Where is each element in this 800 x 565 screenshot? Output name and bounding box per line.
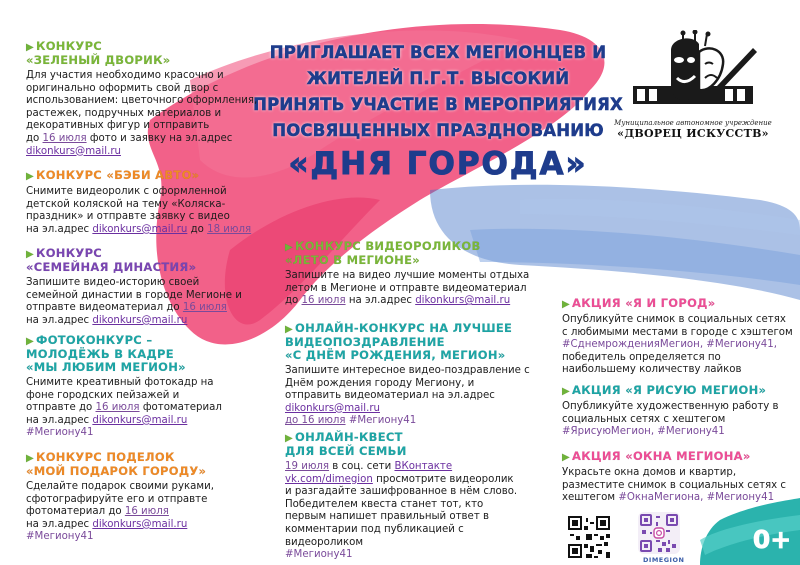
online-contest-text: Запишите интересное видео-поздравление с Днём рождения городу Мегиону, и отправить видеоматериал на эл.адрес dikonkurs@mail.ru до 16 июля #Мегиону41: [285, 365, 530, 427]
deadline-date: 18 июля: [207, 223, 252, 235]
deadline-date: до 16 июля: [285, 415, 346, 427]
vk-link[interactable]: ВКонтакте vk.com/dimegion: [285, 461, 453, 485]
deadline-date: 16 июля: [182, 302, 227, 314]
theatre-masks-icon: [613, 30, 773, 118]
action-i-draw-title: ▶ АКЦИЯ «Я РИСУЮ МЕГИОН»: [562, 383, 767, 397]
palace-of-arts-logo: [613, 30, 773, 142]
action-i-draw-text: Опубликуйте художественную работу в социальных сетях с хештегом #ЯрисуюМегион, #Мегиону41: [562, 401, 779, 438]
deadline-date: 16 июля: [42, 132, 87, 144]
email-link[interactable]: dikonkurs@mail.ru: [92, 414, 188, 426]
arrow-right-icon: ▶: [26, 249, 34, 260]
contest-summer-in-megion: [285, 240, 530, 308]
arrow-right-icon: ▶: [562, 452, 570, 463]
online-quest-text: 19 июля в соц. сети ВКонтакте vk.com/dimegion просмотрите видеоролик и разгадайте зашифрованное в нём слово. Победителем квеста станет тот, кто первым напишет правильный ответ в комментарии под публикацией с видеороликом #Мегиону41: [285, 461, 518, 561]
photo-contest-we-love-megion: [26, 334, 226, 440]
qr-code-vk[interactable]: [566, 514, 612, 560]
online-quest-for-family: [285, 431, 520, 562]
contest-family-dynasty-title: ▶ КОНКУРС «СЕМЕЙНАЯ ДИНАСТИЯ»: [26, 246, 197, 274]
contest-family-dynasty-text: Запишите видео-историю своей семейной династии в городе Мегионе и отправте видеоматериал до 16 июля на эл.адрес dikonkurs@mail.ru: [26, 277, 242, 326]
contest-gift-to-city: [26, 451, 236, 544]
arrow-right-icon: ▶: [562, 386, 570, 397]
arrow-right-icon: ▶: [562, 299, 570, 310]
deadline-date: 16 июля: [301, 295, 346, 307]
event-header: [238, 40, 638, 183]
photo-contest-title: ▶ ФОТОКОНКУРС – МОЛОДЁЖЬ В КАДРЕ «МЫ ЛЮБИМ МЕГИОН»: [26, 333, 186, 374]
email-link[interactable]: dikonkurs@mail.ru: [285, 402, 380, 414]
logo-caption-big: «ДВОРЕЦ ИСКУССТВ»: [617, 127, 769, 140]
online-contest-title: ▶ ОНЛАЙН-КОНКУРС НА ЛУЧШЕЕ ВИДЕОПОЗДРАВЛЕНИЕ «С ДНЁМ РОЖДЕНИЯ, МЕГИОН»: [285, 321, 513, 362]
arrow-right-icon: ▶: [285, 242, 293, 253]
hashtag: #ОкнаМегиона, #Мегиону41: [618, 492, 775, 504]
hashtag: #СднемрожденияМегион, #Мегиону41,: [562, 339, 777, 351]
contest-gift-text: Сделайте подарок своими руками, сфотографируйте его и отправте фотоматериал до 16 июля на эл.адрес dikonkurs@mail.ru #Мегиону41: [26, 481, 214, 543]
deadline-date: 16 июля: [95, 402, 140, 414]
contest-green-yard: [26, 40, 258, 158]
email-link[interactable]: dikonkurs@mail.ru: [415, 295, 511, 307]
email-link[interactable]: dikonkurs@mail.ru: [26, 145, 121, 157]
online-contest-birthday-greeting: [285, 322, 533, 428]
header-line-3: ПРИНЯТЬ УЧАСТИЕ В МЕРОПРИЯТИЯХ: [253, 95, 623, 114]
quest-date: 19 июля: [285, 461, 330, 472]
arrow-right-icon: ▶: [285, 433, 293, 444]
arrow-right-icon: ▶: [285, 324, 293, 335]
hashtag: #Мегиону41: [285, 549, 353, 561]
arrow-right-icon: ▶: [26, 171, 34, 182]
header-title: «ДНЯ ГОРОДА»: [288, 146, 588, 182]
deadline-date: 16 июля: [124, 506, 169, 518]
contest-summer-text: Запишите на видео лучшие моменты отдыха летом в Мегионе и отправте видеоматериал до 16 июля на эл.адрес dikonkurs@mail.ru: [285, 270, 530, 307]
online-quest-title: ▶ ОНЛАЙН-КВЕСТ ДЛЯ ВСЕЙ СЕМЬИ: [285, 430, 407, 458]
action-me-and-city-text: Опубликуйте снимок в социальных сетях с любимыми местами в городе с хэштегом #СднемрожденияМегион, #Мегиону41, победитель определяется по наибольшему количеству лайков: [562, 314, 793, 376]
arrow-right-icon: ▶: [26, 42, 34, 53]
arrow-right-icon: ▶: [26, 453, 34, 464]
qr-code-instagram[interactable]: [638, 512, 680, 554]
contest-baby-auto-title: ▶ КОНКУРС «БЭБИ АВТО»: [26, 168, 200, 182]
action-me-and-city-title: ▶ АКЦИЯ «Я И ГОРОД»: [562, 296, 716, 310]
header-line-4: ПОСВЯЩЕННЫХ ПРАЗДНОВАНИЮ: [272, 121, 604, 140]
action-windows-title: ▶ АКЦИЯ «ОКНА МЕГИОНА»: [562, 449, 751, 463]
action-me-and-city: [562, 297, 794, 377]
contest-summer-title: ▶ КОНКУРС ВИДЕОРОЛИКОВ «ЛЕТО В МЕГИОНЕ»: [285, 239, 481, 267]
hashtag: #Мегиону41: [26, 531, 94, 543]
email-link[interactable]: dikonkurs@mail.ru: [92, 314, 188, 326]
header-line-2: ЖИТЕЛЕЙ П.Г.Т. ВЫСОКИЙ: [306, 69, 570, 88]
photo-contest-text: Снимите креативный фотокадр на фоне городских пейзажей и отправте до 16 июля фотоматериал на эл.адрес dikonkurs@mail.ru #Мегиону41: [26, 377, 222, 439]
email-link[interactable]: dikonkurs@mail.ru: [92, 518, 188, 530]
contest-baby-auto: [26, 169, 266, 236]
email-link[interactable]: dikonkurs@mail.ru: [92, 223, 188, 235]
arrow-right-icon: ▶: [26, 336, 34, 347]
header-line-1: ПРИГЛАШАЕТ ВСЕХ МЕГИОНЦЕВ И: [269, 43, 607, 62]
contest-green-yard-text: Для участия необходимо красочно и оригинально оформить свой двор с использованием: цветочного оформления, растежек, подручных материалов и декоративных фигур и отправить до 16 июля фото и заявку на эл.адрес dikonkurs@mail.ru: [26, 70, 258, 157]
hashtag: #ЯрисуюМегион, #Мегиону41: [562, 426, 725, 438]
action-windows-of-megion: [562, 450, 794, 505]
contest-family-dynasty: [26, 247, 248, 327]
logo-caption-small: Муниципальное автономное учреждение: [614, 119, 772, 127]
hashtag: #Мегиону41: [26, 427, 94, 439]
contest-baby-auto-text: Снимите видеоролик с оформленной детской коляской на тему «Коляска-праздник» и отправте заявку с видео на эл.адрес dikonkurs@mail.ru до 18 июля: [26, 186, 252, 235]
action-i-draw-megion: [562, 384, 794, 439]
qr-caption: DIMEGION: [643, 556, 685, 564]
contest-green-yard-title: ▶ КОНКУРС «ЗЕЛЕНЫЙ ДВОРИК»: [26, 39, 171, 67]
age-rating-badge: 0+: [752, 525, 792, 554]
hashtag: #Мегиону41: [348, 415, 417, 427]
action-windows-text: Украсьте окна домов и квартир, разместите снимок в социальных сетях с хештегом #ОкнаМегиона, #Мегиону41: [562, 467, 787, 504]
contest-gift-title: ▶ КОНКУРС ПОДЕЛОК «МОЙ ПОДАРОК ГОРОДУ»: [26, 450, 207, 478]
